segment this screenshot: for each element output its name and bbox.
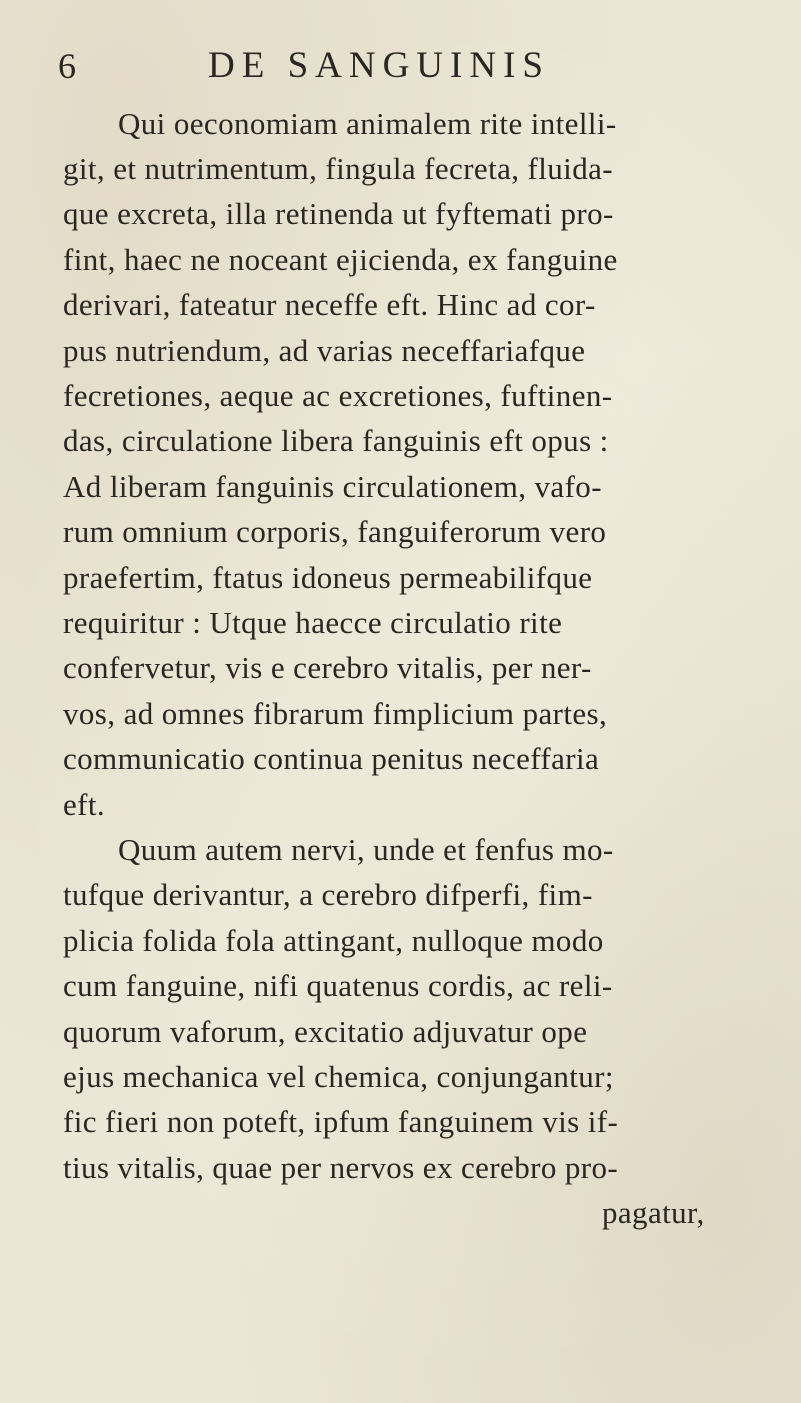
text-line: derivari, fateatur neceffe eft. Hinc ad cor-	[63, 287, 596, 322]
text-line: ejus mechanica vel chemica, conjungantur;	[63, 1059, 614, 1094]
page-number: 6	[58, 46, 77, 86]
text-line: fic fieri non poteft, ipfum fanguinem vis if-	[63, 1104, 619, 1139]
page-header	[58, 44, 658, 104]
running-head: DE SANGUINIS	[208, 45, 550, 86]
text-line: que excreta, illa retinenda ut fyftemati pro-	[63, 196, 614, 231]
text-line: Ad liberam fanguinis circulationem, vafo-	[63, 469, 602, 504]
catchword: pagatur,	[602, 1195, 705, 1230]
text-line: confervetur, vis e cerebro vitalis, per ner-	[63, 650, 592, 685]
text-line: rum omnium corporis, fanguiferorum vero	[63, 514, 607, 549]
text-line: Quum autem nervi, unde et fenfus mo-	[118, 832, 614, 867]
text-line: tius vitalis, quae per nervos ex cerebro pro-	[63, 1150, 619, 1185]
text-line: Qui oeconomiam animalem rite intelli-	[118, 106, 617, 141]
text-line: requiritur : Utque haecce circulatio rite	[63, 605, 563, 640]
text-line: praefertim, ftatus idoneus permeabilifque	[63, 560, 593, 595]
text-line: plicia folida fola attingant, nulloque modo	[63, 923, 604, 958]
text-line: fint, haec ne noceant ejicienda, ex fanguine	[63, 242, 618, 277]
text-line: cum fanguine, nifi quatenus cordis, ac reli-	[63, 968, 613, 1003]
text-line: quorum vaforum, excitatio adjuvatur ope	[63, 1014, 588, 1049]
text-line: eft.	[63, 787, 106, 822]
text-line: pus nutriendum, ad varias neceffariafque	[63, 333, 586, 368]
text-line: vos, ad omnes fibrarum fimplicium partes,	[63, 696, 608, 731]
text-line: fecretiones, aeque ac excretiones, fuftinen-	[63, 378, 613, 413]
text-line: git, et nutrimentum, fingula fecreta, fluida-	[63, 151, 613, 186]
text-line: tufque derivantur, a cerebro difperfi, fim-	[63, 877, 593, 912]
text-line: communicatio continua penitus neceffaria	[63, 741, 600, 776]
text-line: das, circulatione libera fanguinis eft opus :	[63, 423, 609, 458]
